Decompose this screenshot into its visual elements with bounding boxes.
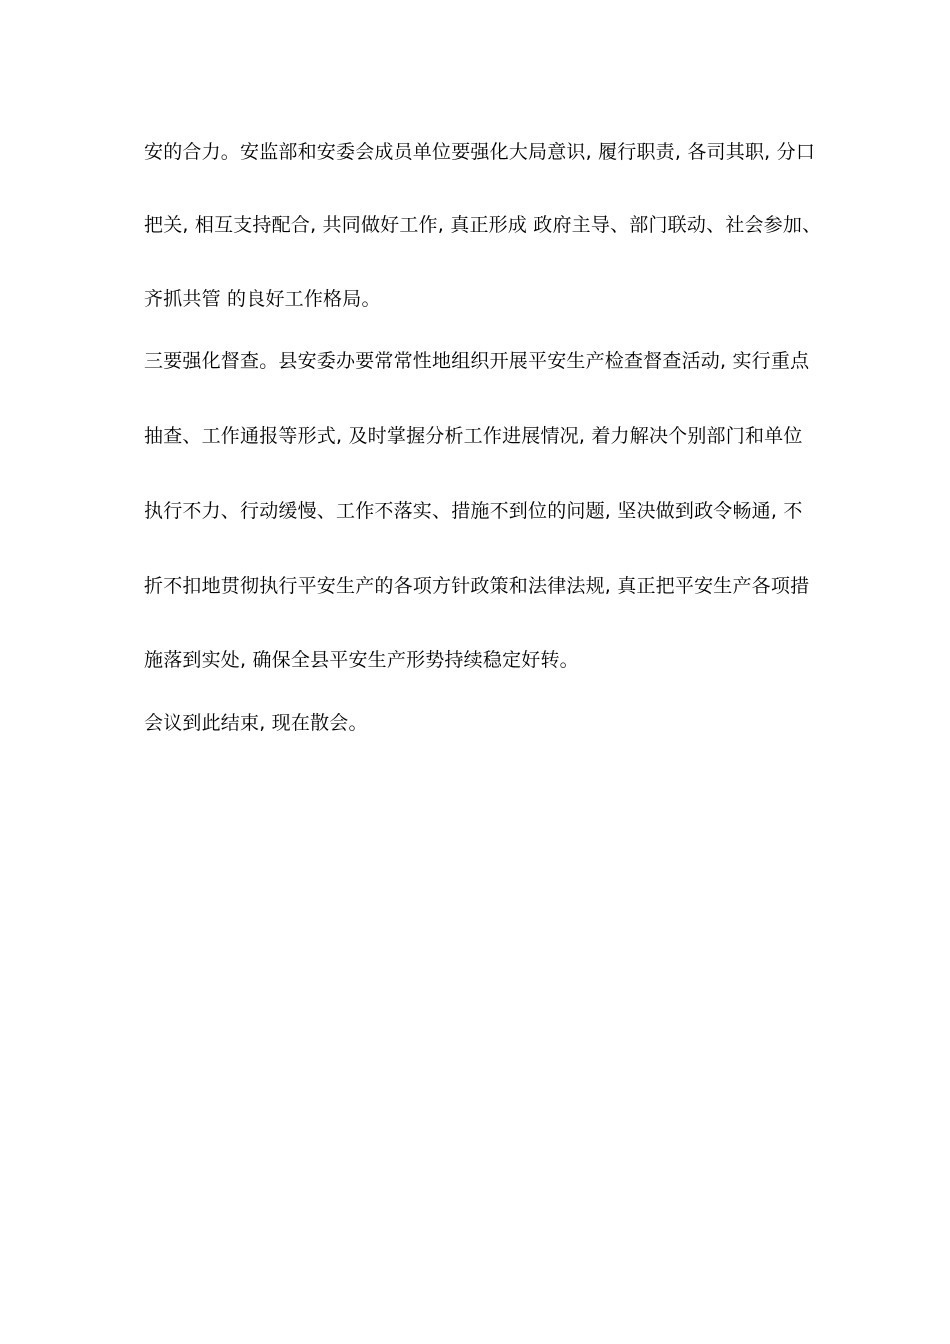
paragraph-line: 齐抓共管 的良好工作格局。 (144, 288, 381, 310)
paragraph-line: 安的合力。安监部和安委会成员单位要强化大局意识, 履行职责, 各司其职, 分口 (144, 141, 816, 163)
paragraph-line: 抽查、工作通报等形式, 及时掌握分析工作进展情况, 着力解决个别部门和单位 (144, 425, 803, 447)
paragraph-line: 三要强化督查。县安委办要常常性地组织开展平安生产检查督查活动, 实行重点 (144, 350, 810, 372)
paragraph-line: 执行不力、行动缓慢、工作不落实、措施不到位的问题, 坚决做到政令畅通, 不 (144, 500, 803, 522)
paragraph-line: 把关, 相互支持配合, 共同做好工作, 真正形成 政府主导、部门联动、社会参加、 (144, 214, 822, 236)
closing-line: 会议到此结束, 现在散会。 (144, 712, 368, 734)
paragraph-line: 折不扣地贯彻执行平安生产的各项方针政策和法律法规, 真正把平安生产各项措 (144, 575, 810, 597)
paragraph-line: 施落到实处, 确保全县平安生产形势持续稳定好转。 (144, 649, 579, 671)
